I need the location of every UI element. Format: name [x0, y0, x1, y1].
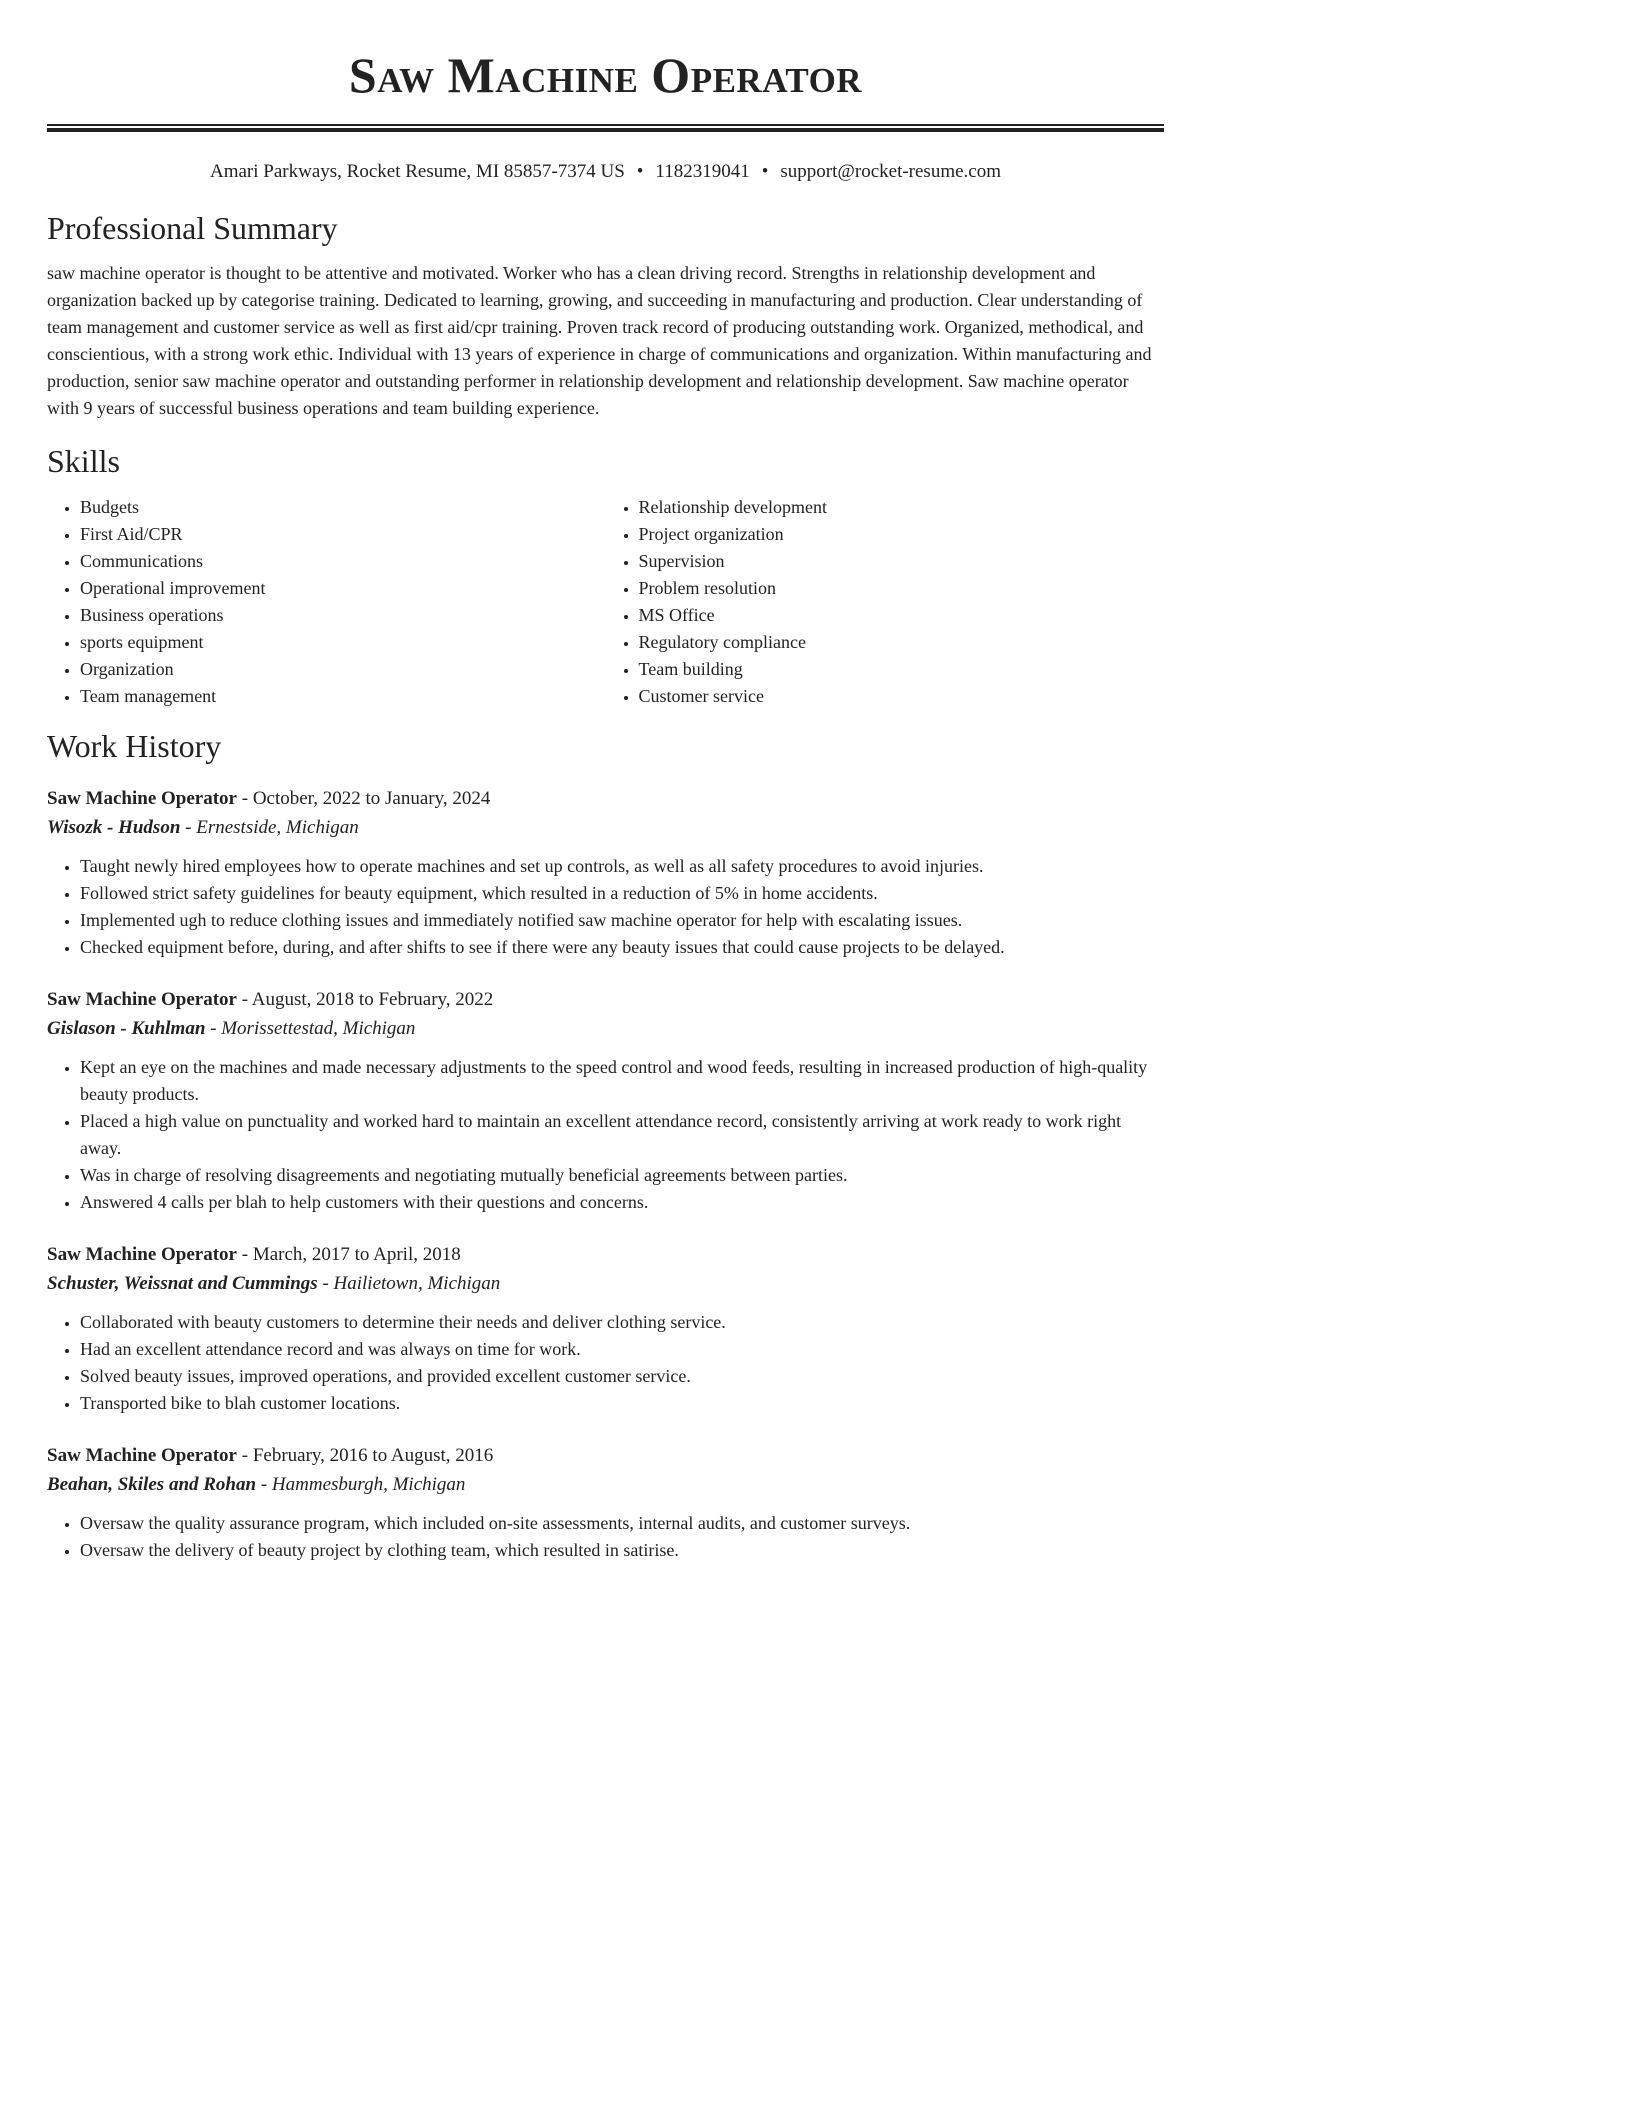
skill-item: • Supervision: [639, 548, 1165, 575]
contact-phone: 1182319041: [655, 161, 750, 182]
skill-item: • Organization: [80, 656, 606, 683]
job-dates: October, 2022 to January, 2024: [252, 788, 491, 809]
job-bullet: • Kept an eye on the machines and made necessary adjustments to the speed control and wood feeds, resulting in increased production of high-quality beauty products.: [80, 1054, 1164, 1108]
job-dash: -: [236, 788, 253, 809]
job-entry: [47, 1240, 1164, 1417]
job-bullets: [47, 1309, 1164, 1417]
job-bullet: • Followed strict safety guidelines for beauty equipment, which resulted in a reduction of 5% in home accidents.: [80, 880, 1164, 907]
skill-item: • sports equipment: [80, 629, 606, 656]
job-employer: [47, 1269, 1164, 1298]
job-title: Saw Machine Operator: [47, 1244, 237, 1265]
title-divider: [47, 124, 1164, 132]
skill-item: • Relationship development: [639, 494, 1165, 521]
resume-title: Saw Machine Operator: [348, 47, 863, 103]
job-header: [47, 985, 1164, 1014]
skills-columns: [47, 494, 1164, 710]
job-dash: -: [256, 1474, 272, 1495]
job-header: [47, 1240, 1164, 1269]
skill-item: • Problem resolution: [639, 575, 1165, 602]
job-bullet: • Oversaw the quality assurance program, which included on-site assessments, internal audits, and customer surveys.: [80, 1510, 1164, 1537]
job-location: Ernestside, Michigan: [196, 817, 359, 838]
job-entry: [47, 1441, 1164, 1564]
job-bullet: • Transported bike to blah customer locations.: [80, 1390, 1164, 1417]
job-bullet: • Collaborated with beauty customers to determine their needs and deliver clothing service.: [80, 1309, 1164, 1336]
skill-item: • Team building: [639, 656, 1165, 683]
skill-item: • Team management: [80, 683, 606, 710]
job-bullet: • Taught newly hired employees how to operate machines and set up controls, as well as all safety procedures to avoid injuries.: [80, 853, 1164, 880]
job-bullet: • Oversaw the delivery of beauty project by clothing team, which resulted in satirise.: [80, 1537, 1164, 1564]
skills-list-left: [47, 494, 606, 710]
work-history-heading: Work History: [47, 728, 222, 764]
job-entry: [47, 784, 1164, 961]
skill-item: • Regulatory compliance: [639, 629, 1165, 656]
job-dash: -: [317, 1273, 334, 1294]
skills-list-right: [606, 494, 1165, 710]
skills-heading: Skills: [47, 443, 120, 479]
job-company: Beahan, Skiles and Rohan: [47, 1474, 257, 1495]
job-bullet: • Checked equipment before, during, and after shifts to see if there were any beauty issues that could cause projects to be delayed.: [80, 934, 1164, 961]
job-dates: February, 2016 to August, 2016: [252, 1445, 494, 1466]
job-bullet: • Answered 4 calls per blah to help customers with their questions and concerns.: [80, 1189, 1164, 1216]
contact-email: support@rocket-resume.com: [780, 161, 1001, 182]
job-bullet: • Was in charge of resolving disagreements and negotiating mutually beneficial agreements between parties.: [80, 1162, 1164, 1189]
job-company: Wisozk - Hudson: [47, 817, 181, 838]
job-location: Hailietown, Michigan: [333, 1273, 501, 1294]
job-employer: [47, 1014, 1164, 1043]
skill-item: • Operational improvement: [80, 575, 606, 602]
job-bullets: [47, 1510, 1164, 1564]
job-dash: -: [236, 1244, 253, 1265]
skill-item: • Budgets: [80, 494, 606, 521]
job-title: Saw Machine Operator: [47, 788, 237, 809]
job-title: Saw Machine Operator: [47, 989, 237, 1010]
summary-heading: Professional Summary: [47, 210, 338, 246]
job-dash: -: [180, 817, 197, 838]
job-company: Schuster, Weissnat and Cummings: [47, 1273, 318, 1294]
contact-address: Amari Parkways, Rocket Resume, MI 85857-7374 US: [209, 161, 625, 182]
skill-item: • Communications: [80, 548, 606, 575]
job-bullets: [47, 853, 1164, 961]
summary-text: saw machine operator is thought to be attentive and motivated. Worker who has a clean driving record. Strengths in relationship development and organization backed up by categorise training. Dedicated to learning, growing, and succeeding in manufacturing and production. Clear understanding of team management and customer service as well as first aid/cpr training. Proven track record of producing outstanding work. Organized, methodical, and conscientious, with a strong work ethic. Individual with 13 years of experience in charge of communications and organization. Within manufacturing and production, senior saw machine operator and outstanding performer in relationship development and relationship development. Saw machine operator with 9 years of successful business operations and team building experience.: [47, 263, 1152, 418]
job-bullet: • Implemented ugh to reduce clothing issues and immediately notified saw machine operator for help with escalating issues.: [80, 907, 1164, 934]
job-bullet: • Had an excellent attendance record and was always on time for work.: [80, 1336, 1164, 1363]
skill-item: • First Aid/CPR: [80, 521, 606, 548]
job-company: Gislason - Kuhlman: [47, 1018, 206, 1039]
job-employer: [47, 813, 1164, 842]
job-title: Saw Machine Operator: [47, 1445, 237, 1466]
skill-item: • Project organization: [639, 521, 1165, 548]
job-dates: March, 2017 to April, 2018: [252, 1244, 461, 1265]
job-bullet: • Placed a high value on punctuality and worked hard to maintain an excellent attendance record, consistently arriving at work ready to work right away.: [80, 1108, 1164, 1162]
contact-line: [47, 160, 1164, 184]
contact-separator: •: [761, 161, 769, 182]
contact-separator: •: [636, 161, 644, 182]
job-dates: August, 2018 to February, 2022: [251, 989, 494, 1010]
job-bullets: [47, 1054, 1164, 1216]
skill-item: • Customer service: [639, 683, 1165, 710]
job-location: Morissettestad, Michigan: [221, 1018, 416, 1039]
job-bullet: • Solved beauty issues, improved operations, and provided excellent customer service.: [80, 1363, 1164, 1390]
job-header: [47, 784, 1164, 813]
job-employer: [47, 1470, 1164, 1499]
skill-item: • MS Office: [639, 602, 1165, 629]
job-dash: -: [236, 989, 252, 1010]
job-header: [47, 1441, 1164, 1470]
job-entry: [47, 985, 1164, 1216]
job-location: Hammesburgh, Michigan: [271, 1474, 466, 1495]
job-dash: -: [236, 1445, 253, 1466]
skill-item: • Business operations: [80, 602, 606, 629]
job-dash: -: [205, 1018, 222, 1039]
